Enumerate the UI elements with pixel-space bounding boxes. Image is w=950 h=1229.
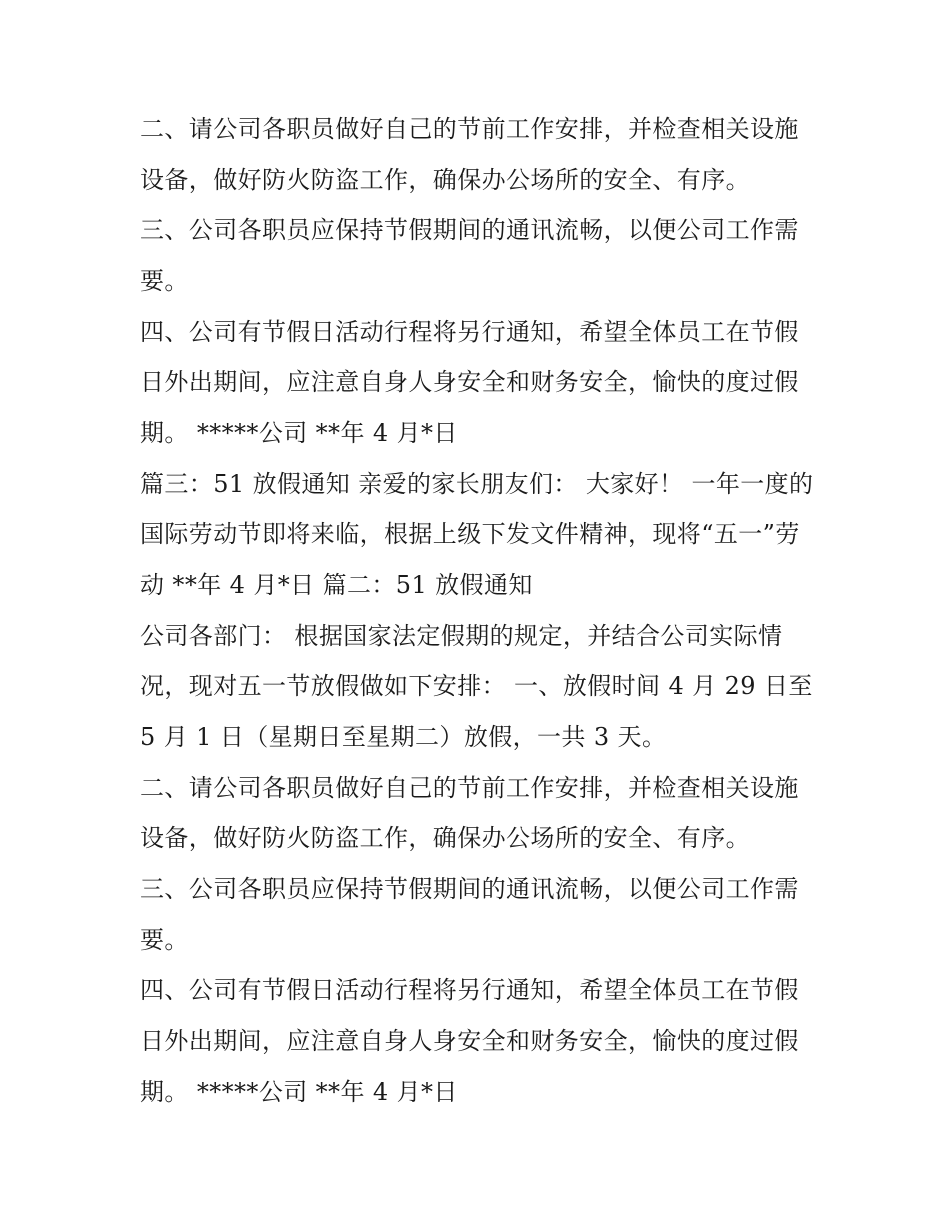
text-line: 动 **年 4 月*日 篇二：51 放假通知	[140, 571, 533, 599]
text-line: 篇三：51 放假通知 亲爱的家长朋友们： 大家好！ 一年一度的	[140, 470, 814, 498]
text-line: 要。	[140, 267, 189, 295]
text-line: 二、请公司各职员做好自己的节前工作安排，并检查相关设施	[140, 115, 799, 143]
text-line: 三、公司各职员应保持节假期间的通讯流畅，以便公司工作需	[140, 875, 799, 903]
text-line: 要。	[140, 926, 189, 954]
text-line: 况，现对五一节放假做如下安排： 一、放假时间 4 月 29 日至	[140, 672, 813, 700]
text-line: 设备，做好防火防盗工作，确保办公场所的安全、有序。	[140, 166, 750, 194]
text-line: 二、请公司各职员做好自己的节前工作安排，并检查相关设施	[140, 774, 799, 802]
text-line: 期。 *****公司 **年 4 月*日	[140, 419, 458, 447]
text-line: 期。 *****公司 **年 4 月*日	[140, 1078, 458, 1106]
text-line: 5 月 1 日（星期日至星期二）放假，一共 3 天。	[140, 723, 667, 751]
text-line: 国际劳动节即将来临，根据上级下发文件精神，现将“五一”劳	[140, 520, 800, 548]
text-line: 设备，做好防火防盗工作，确保办公场所的安全、有序。	[140, 824, 750, 852]
text-line: 四、公司有节假日活动行程将另行通知，希望全体员工在节假	[140, 976, 799, 1004]
text-line: 三、公司各职员应保持节假期间的通讯流畅，以便公司工作需	[140, 216, 799, 244]
text-line: 日外出期间，应注意自身人身安全和财务安全，愉快的度过假	[140, 368, 799, 396]
text-line: 公司各部门： 根据国家法定假期的规定，并结合公司实际情	[140, 622, 783, 650]
text-line: 四、公司有节假日活动行程将另行通知，希望全体员工在节假	[140, 318, 799, 346]
text-line: 日外出期间，应注意自身人身安全和财务安全，愉快的度过假	[140, 1027, 799, 1055]
